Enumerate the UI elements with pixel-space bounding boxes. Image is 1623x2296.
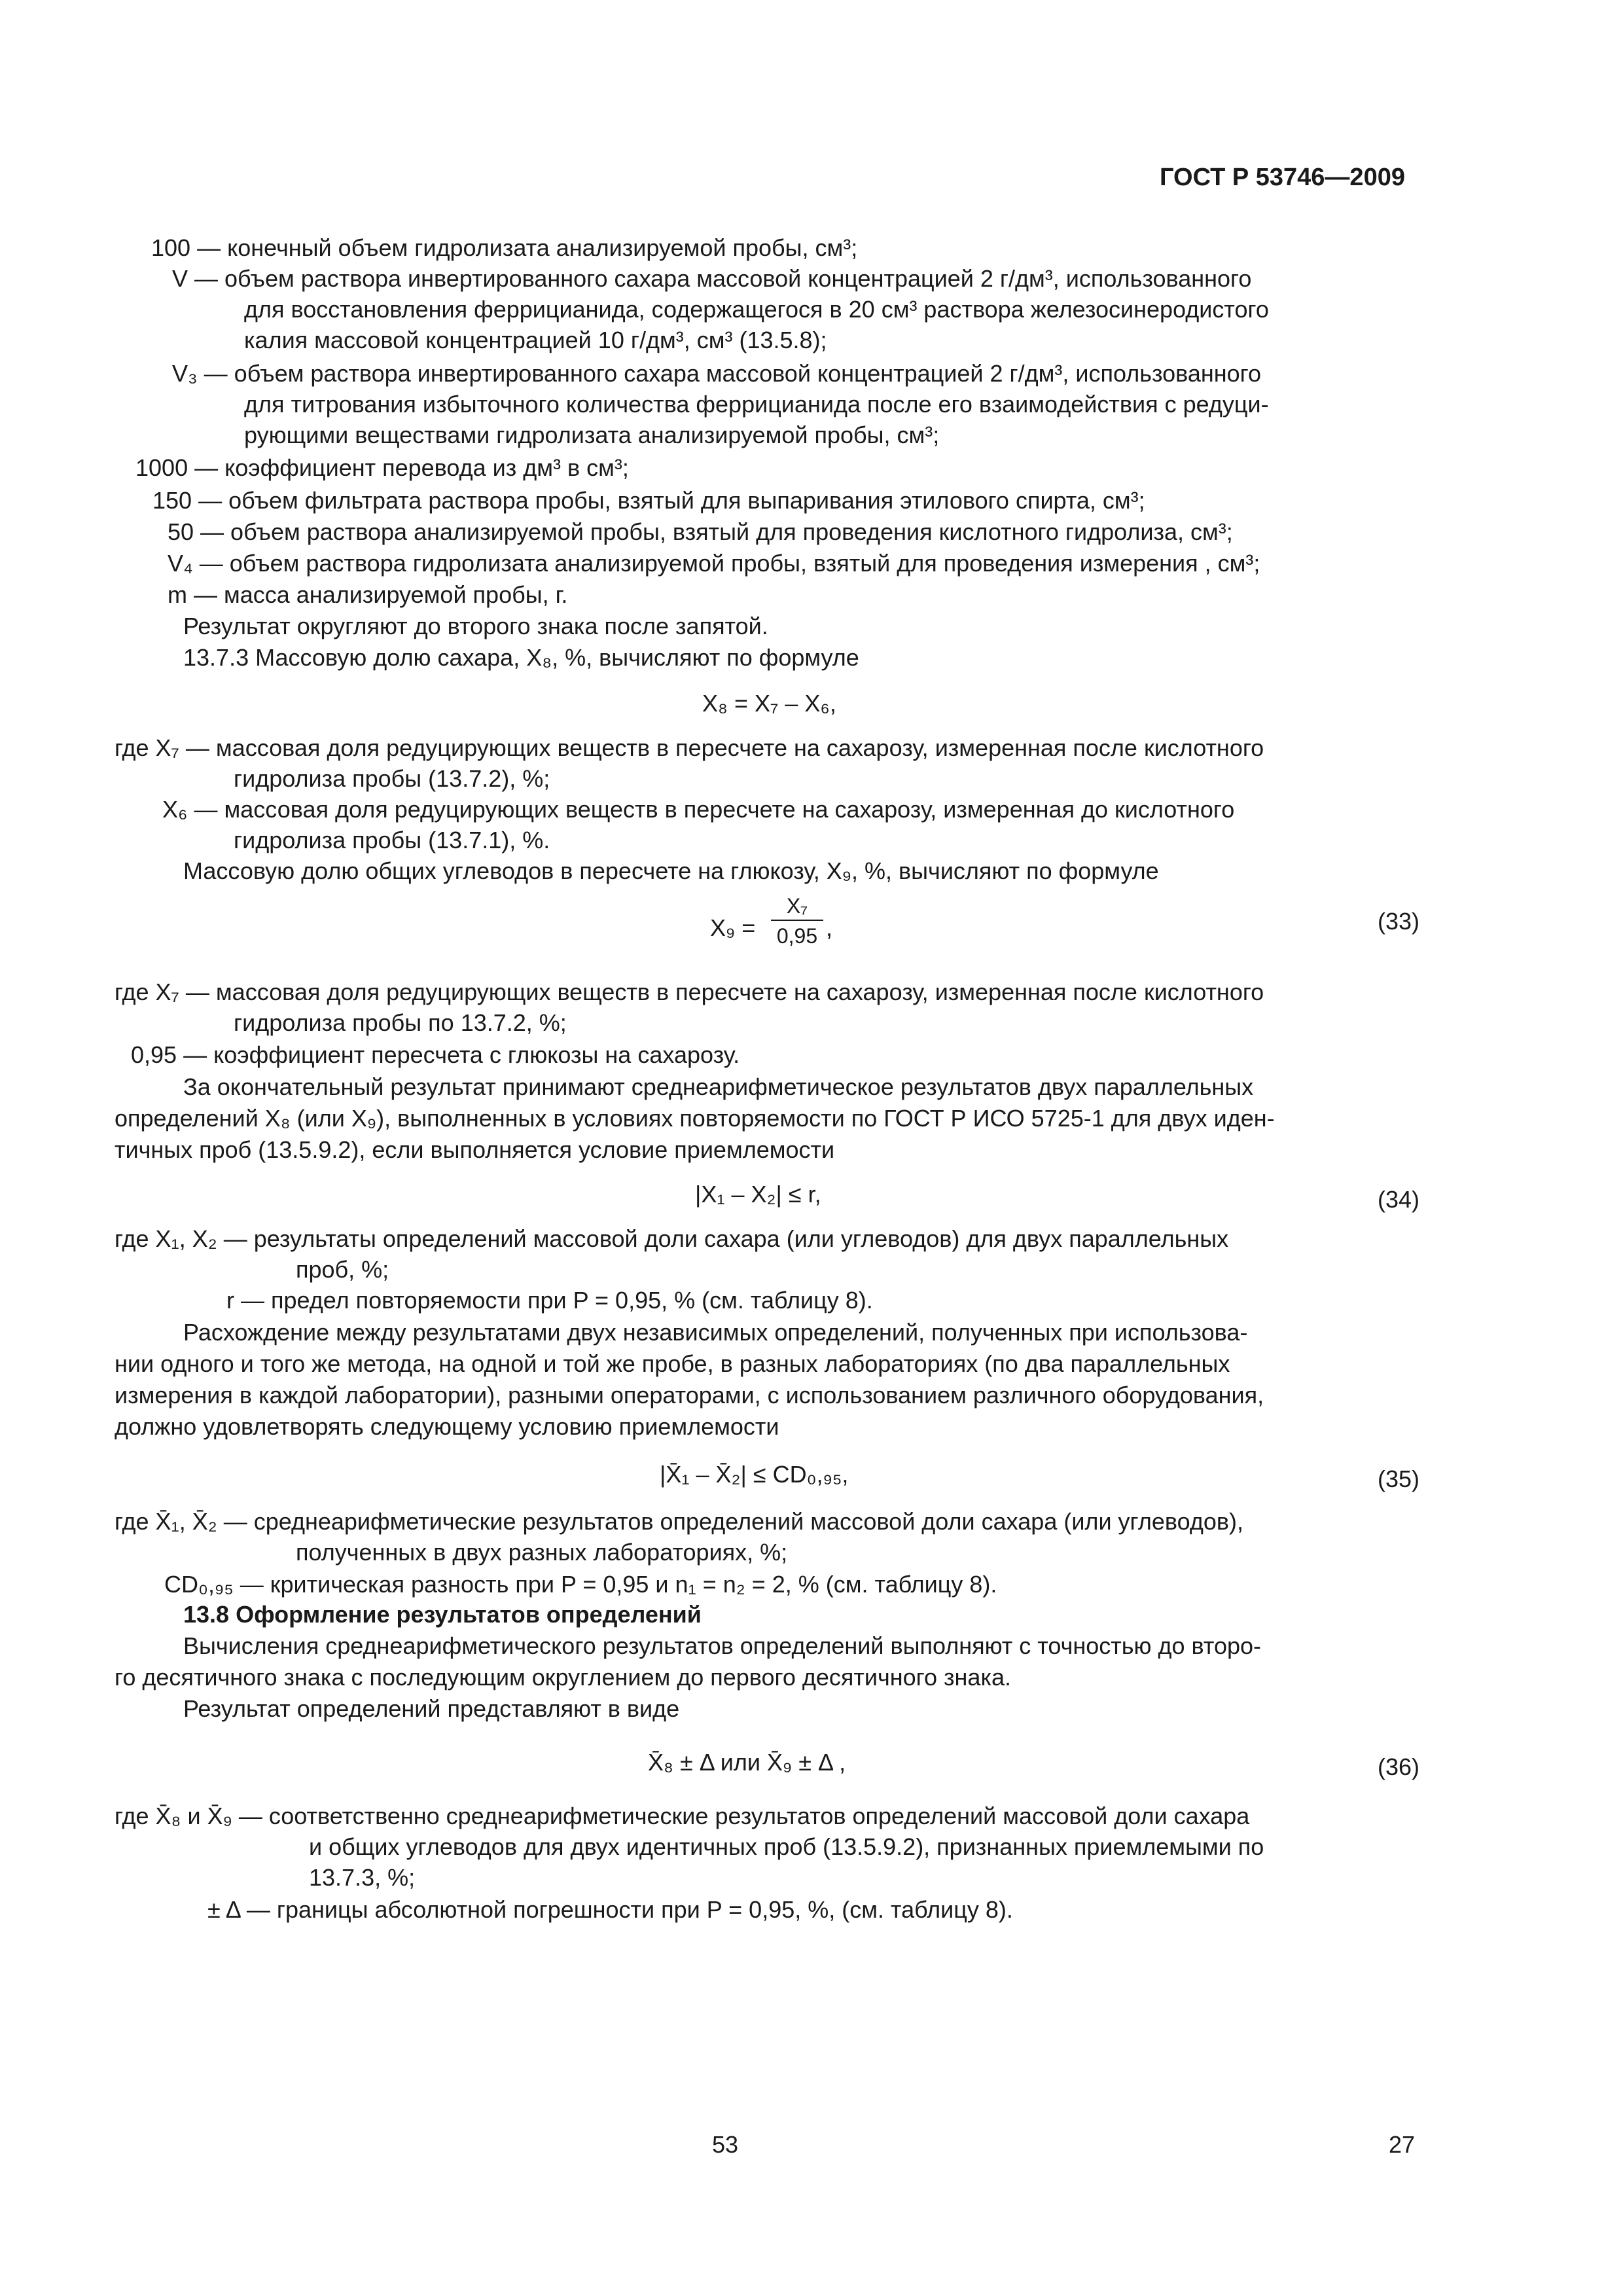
equation-number-33: (33)	[1378, 908, 1420, 935]
page-number-right: 27	[1389, 2131, 1416, 2158]
body-paragraph: Вычисления среднеарифметического результатов определений выполняют с точностью до второ-	[183, 1632, 1261, 1659]
where-line: где X₇ — массовая доля редуцирующих веществ в пересчете на сахарозу, измеренная после кислотного	[115, 978, 1264, 1005]
where-line: гидролиза пробы (13.7.2), %;	[234, 765, 550, 792]
body-paragraph: Расхождение между результатами двух независимых определений, полученных при использова-	[183, 1319, 1248, 1346]
formula-x8: X₈ = X₇ – X₆,	[702, 690, 836, 717]
where-line: где X̄₈ и X̄₉ — соответственно среднеарифметические результатов определений массовой доли сахара	[115, 1803, 1250, 1829]
formula-x9-comma: ,	[826, 914, 833, 941]
body-paragraph: тичных проб (13.5.9.2), если выполняется условие приемлемости	[115, 1136, 835, 1163]
definition-line: 150 — объем фильтрата раствора пробы, взятый для выпаривания этилового спирта, см³;	[152, 487, 1145, 514]
where-line: где X₇ — массовая доля редуцирующих веществ в пересчете на сахарозу, измеренная после кислотного	[115, 734, 1264, 761]
where-line: полученных в двух разных лабораториях, %;	[296, 1539, 788, 1566]
body-paragraph: должно удовлетворять следующему условию приемлемости	[115, 1413, 779, 1440]
body-paragraph: Массовую долю общих углеводов в пересчете на глюкозу, X₉, %, вычисляют по формуле	[183, 857, 1159, 884]
formula-x9-denominator: 0,95	[776, 924, 818, 948]
where-line: проб, %;	[296, 1256, 389, 1283]
where-line: r — предел повторяемости при P = 0,95, % (см. таблицу 8).	[226, 1287, 873, 1314]
where-line: X₆ — массовая доля редуцирующих веществ в пересчете на сахарозу, измеренная до кислотного	[162, 796, 1235, 823]
definition-line: V₄ — объем раствора гидролизата анализируемой пробы, взятый для проведения измерения , см³;	[168, 550, 1260, 577]
body-paragraph: нии одного и того же метода, на одной и той же пробе, в разных лабораториях (по два параллельных	[115, 1350, 1230, 1377]
body-paragraph: За окончательный результат принимают среднеарифметическое результатов двух параллельных	[183, 1073, 1254, 1100]
where-line: 13.7.3, %;	[309, 1864, 416, 1891]
formula-x9-numerator: X₇	[786, 894, 808, 918]
equation-number-34: (34)	[1378, 1186, 1420, 1213]
body-paragraph: измерения в каждой лаборатории), разными операторами, с использованием различного оборудования,	[115, 1382, 1264, 1408]
body-paragraph: Результат определений представляют в виде	[183, 1695, 680, 1722]
definition-line: 50 — объем раствора анализируемой пробы, взятый для проведения кислотного гидролиза, см³;	[168, 518, 1233, 545]
definition-line: m — масса анализируемой пробы, г.	[168, 581, 568, 608]
formula-reproducibility: |X̄₁ – X̄₂| ≤ CD₀,₉₅,	[660, 1461, 849, 1488]
definition-line: калия массовой концентрацией 10 г/дм³, см³ (13.5.8);	[244, 327, 827, 353]
definition-line: V₃ — объем раствора инвертированного сахара массовой концентрацией 2 г/дм³, использованного	[172, 360, 1262, 387]
where-line: CD₀,₉₅ — критическая разность при P = 0,95 и n₁ = n₂ = 2, % (см. таблицу 8).	[164, 1571, 997, 1598]
equation-number-35: (35)	[1378, 1465, 1420, 1492]
body-paragraph: определений X₈ (или X₉), выполненных в условиях повторяемости по ГОСТ Р ИСО 5725-1 для двух иден-	[115, 1105, 1275, 1132]
body-paragraph: 13.7.3 Массовую долю сахара, X₈, %, вычисляют по формуле	[183, 644, 859, 671]
page-number-center: 53	[712, 2131, 739, 2158]
where-line: где X̄₁, X̄₂ — среднеарифметические результатов определений массовой доли сахара (или углеводов),	[115, 1508, 1244, 1535]
where-line: ± Δ — границы абсолютной погрешности при P = 0,95, %, (см. таблицу 8).	[207, 1896, 1013, 1923]
where-line: гидролиза пробы (13.7.1), %.	[234, 827, 550, 853]
formula-x9-lhs: X₉ =	[710, 914, 756, 941]
definition-line: для восстановления феррицианида, содержащегося в 20 см³ раствора железосинеродистого	[244, 296, 1269, 323]
body-paragraph: Результат округляют до второго знака после запятой.	[183, 613, 768, 639]
fraction-bar	[771, 920, 823, 921]
definition-line: рующими веществами гидролизата анализируемой пробы, см³;	[244, 422, 940, 448]
where-line: где X₁, X₂ — результаты определений массовой доли сахара (или углеводов) для двух параллельных	[115, 1225, 1229, 1252]
standard-header: ГОСТ Р 53746—2009	[1160, 164, 1405, 191]
definition-line: 1000 — коэффициент перевода из дм³ в см³;	[135, 454, 629, 481]
definition-line: V — объем раствора инвертированного сахара массовой концентрацией 2 г/дм³, использованного	[172, 265, 1252, 292]
definition-line: для титрования избыточного количества феррицианида после его взаимодействия с редуци-	[244, 391, 1269, 418]
where-line: 0,95 — коэффициент пересчета с глюкозы на сахарозу.	[131, 1041, 740, 1068]
definition-line: 100 — конечный объем гидролизата анализируемой пробы, см³;	[151, 234, 858, 261]
equation-number-36: (36)	[1378, 1753, 1420, 1780]
where-line: гидролиза пробы по 13.7.2, %;	[234, 1009, 567, 1036]
where-line: и общих углеводов для двух идентичных проб (13.5.9.2), признанных приемлемыми по	[309, 1833, 1264, 1860]
section-heading-13-8: 13.8 Оформление результатов определений	[183, 1601, 702, 1628]
formula-repeatability: |X₁ – X₂| ≤ r,	[695, 1181, 821, 1208]
formula-result: X̄₈ ± Δ или X̄₉ ± Δ ,	[648, 1749, 846, 1776]
body-paragraph: го десятичного знака с последующим округлением до первого десятичного знака.	[115, 1664, 1012, 1691]
